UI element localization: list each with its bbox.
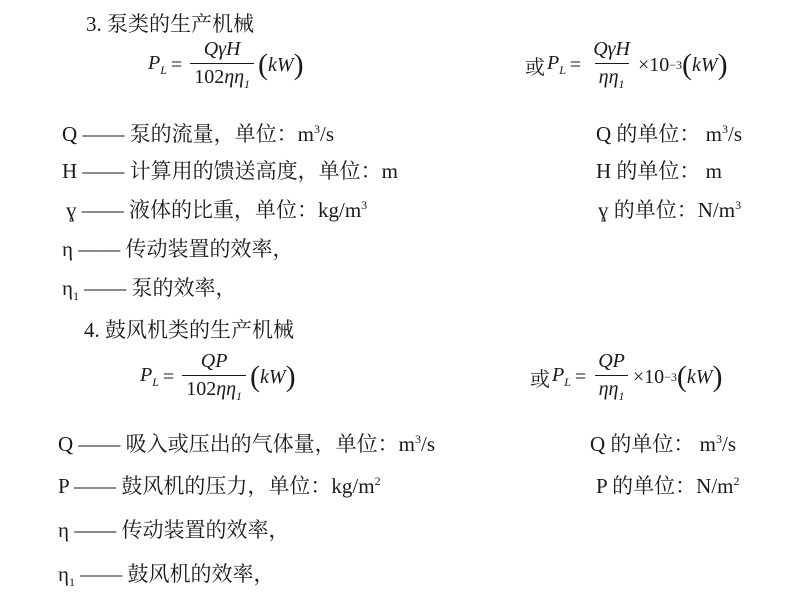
row-h-height: H —— 计算用的馈送高度，单位：m <box>62 159 399 183</box>
row-q-flow: Q —— 泵的流量，单位：$m^3/s$ <box>62 122 335 146</box>
fan-power-formula: $P_L$ = $\frac{QP}{102\eta\eta_1}$ ( kW ) <box>140 350 296 403</box>
row-eta-transmission-fan: η —— 传动装置的效率， <box>58 518 290 542</box>
pump-power-formula-alt: 或 $P_L$ = $\frac{\text{QγH}}{\eta\eta_1}$ ×10 −3 ( kW ) <box>525 38 728 91</box>
row-q-gas-unit-alt: Q 的单位： $m^3/s$ <box>590 432 737 456</box>
row-gamma-density: ɣ —— 液体的比重，单位：$kg/m^3$ <box>66 198 368 222</box>
fan-power-formula-alt: 或 $P_L$ = $\frac{QP}{\eta\eta_1}$ ×10 −3 ( kW ) <box>530 350 723 403</box>
row-eta-transmission: η —— 传动装置的效率， <box>62 237 294 261</box>
row-eta1-pump: $\eta_1$ —— 泵的效率， <box>62 276 237 304</box>
pump-power-formula: $P_L$ = $\frac{\text{QγH}}{102\eta\eta_1}$ ( kW ) <box>148 38 304 91</box>
row-h-unit-alt: H 的单位： m <box>596 159 723 183</box>
row-q-unit-alt: Q 的单位： $m^3/s$ <box>596 122 743 146</box>
row-gamma-unit-alt: ɣ 的单位：$N/m^3$ <box>598 198 742 222</box>
row-eta1-fan: $\eta_1$ —— 鼓风机的效率， <box>58 562 275 590</box>
section-4-heading: 4. 鼓风机类的生产机械 <box>84 318 294 342</box>
row-q-gas: Q —— 吸入或压出的气体量，单位：$m^3/s$ <box>58 432 436 456</box>
formula-lhs: $P_L$ <box>148 52 167 77</box>
formula-fraction: $\frac{\text{QγH}}{102\eta\eta_1}$ <box>190 38 254 92</box>
section-3-heading: 3. 泵类的生产机械 <box>86 12 254 36</box>
row-p-pressure: P —— 鼓风机的压力，单位：$kg/m^2$ <box>58 474 381 498</box>
row-p-unit-alt: P 的单位：$N/m^2$ <box>596 474 740 498</box>
